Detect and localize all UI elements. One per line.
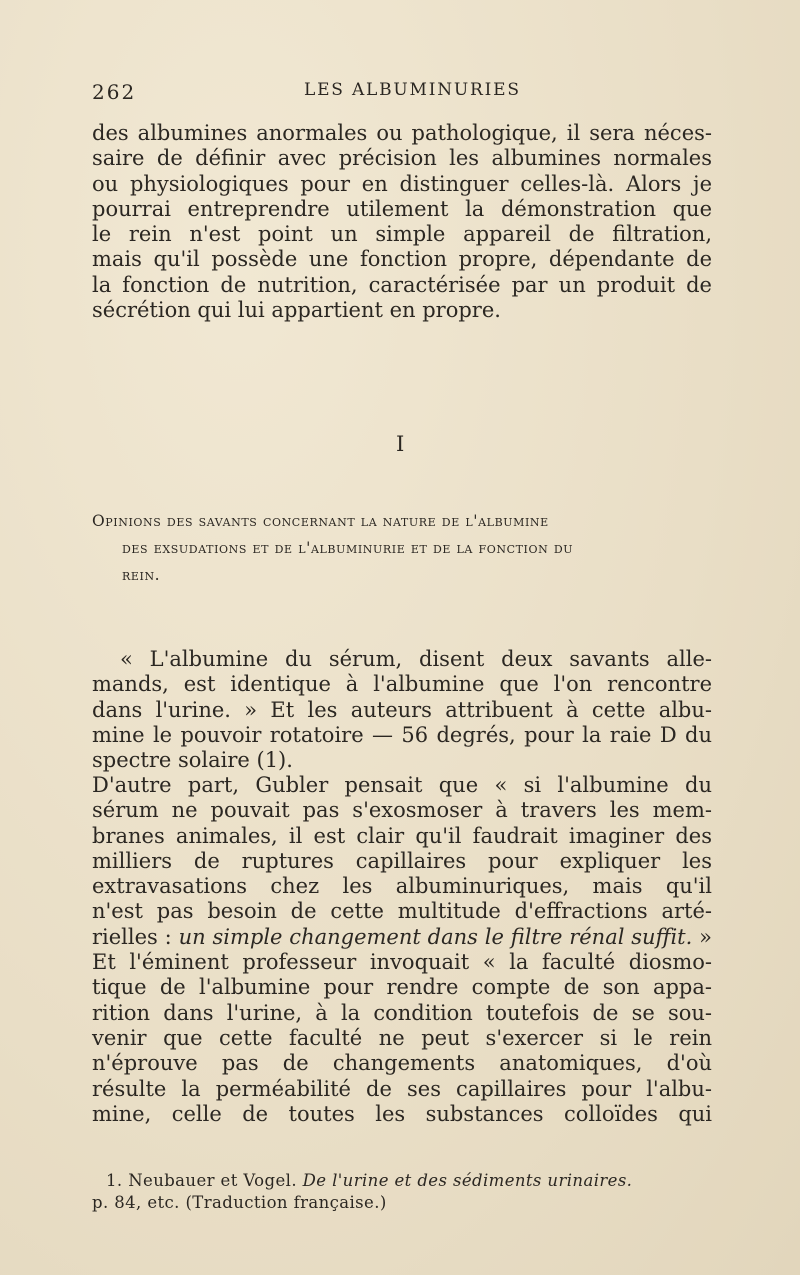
text-line: mands, est identique à l'albumine que l'on rencontre bbox=[92, 672, 712, 697]
page-header bbox=[92, 80, 712, 110]
text-line: pourrai entreprendre utilement la démonstration que bbox=[92, 196, 712, 221]
text-line: dans l'urine. » Et les auteurs attribuent à cette albu- bbox=[92, 697, 712, 722]
text-line: mine, celle de toutes les substances colloïdes qui bbox=[92, 1101, 712, 1126]
page-number: 262 bbox=[92, 80, 137, 104]
text-line: n'est pas besoin de cette multitude d'effractions arté- bbox=[92, 899, 712, 924]
text-line: résulte la perméabilité de ses capillaires pour l'albu- bbox=[92, 1076, 712, 1101]
text-fragment: » bbox=[692, 924, 712, 949]
text-line: sécrétion qui lui appartient en propre. bbox=[92, 298, 501, 323]
text-line: « L'albumine du sérum, disent deux savants alle- bbox=[120, 647, 712, 671]
footnote-marker: 1. bbox=[106, 1171, 123, 1190]
footnote-line: p. 84, etc. (Traduction française.) bbox=[92, 1193, 387, 1212]
text-fragment: rielles : bbox=[92, 924, 179, 949]
text-line: spectre solaire (1). bbox=[92, 748, 293, 773]
section-title-line: rein. bbox=[122, 566, 161, 584]
footnote-title: De l'urine et des sédiments urinaires. bbox=[302, 1171, 633, 1190]
text-line: D'autre part, Gubler pensait que « si l'albumine du bbox=[92, 773, 712, 797]
text-line: n'éprouve pas de changements anatomiques, d'où bbox=[92, 1051, 712, 1076]
section-number: I bbox=[396, 432, 405, 456]
footnote-line bbox=[92, 1170, 712, 1192]
text-line: tique de l'albumine pour rendre compte de son appa- bbox=[92, 975, 712, 1000]
text-line: venir que cette faculté ne peut s'exercer si le rein bbox=[92, 1025, 712, 1050]
text-line: ou physiologiques pour en distinguer celles-là. Alors je bbox=[92, 171, 712, 196]
section-title bbox=[92, 508, 712, 589]
text-line: des albumines anormales ou pathologique, il sera néces- bbox=[92, 121, 712, 145]
running-title: LES ALBUMINURIES bbox=[304, 80, 521, 100]
text-line: le rein n'est point un simple appareil de filtration, bbox=[92, 222, 712, 247]
section-title-line: Opinions des savants concernant la nature de l'albumine bbox=[92, 512, 549, 530]
section-title-line: des exsudations et de l'albuminurie et de la fonction du bbox=[122, 539, 574, 557]
intro-paragraph bbox=[92, 121, 712, 323]
text-line: rition dans l'urine, à la condition toutefois de se sou- bbox=[92, 1000, 712, 1025]
text-fragment: Neubauer et Vogel. bbox=[122, 1171, 303, 1190]
text-line: mine le pouvoir rotatoire — 56 degrés, pour la raie D du bbox=[92, 722, 712, 747]
quote-paragraph bbox=[92, 647, 712, 773]
text-line: Et l'éminent professeur invoquait « la faculté diosmo- bbox=[92, 950, 712, 975]
text-line: extravasations chez les albuminuriques, mais qu'il bbox=[92, 874, 712, 899]
text-line-italic-quote bbox=[92, 925, 712, 950]
gubler-paragraph bbox=[92, 773, 712, 1127]
text-line: sérum ne pouvait pas s'exosmoser à travers les mem- bbox=[92, 798, 712, 823]
footnote bbox=[92, 1170, 712, 1214]
text-line: saire de définir avec précision les albumines normales bbox=[92, 146, 712, 171]
italic-quote: un simple changement dans le filtre rénal suffit. bbox=[178, 924, 693, 949]
text-line: milliers de ruptures capillaires pour expliquer les bbox=[92, 848, 712, 873]
text-line: la fonction de nutrition, caractérisée par un produit de bbox=[92, 272, 712, 297]
text-line: mais qu'il possède une fonction propre, dépendante de bbox=[92, 247, 712, 272]
text-line: branes animales, il est clair qu'il faudrait imaginer des bbox=[92, 823, 712, 848]
